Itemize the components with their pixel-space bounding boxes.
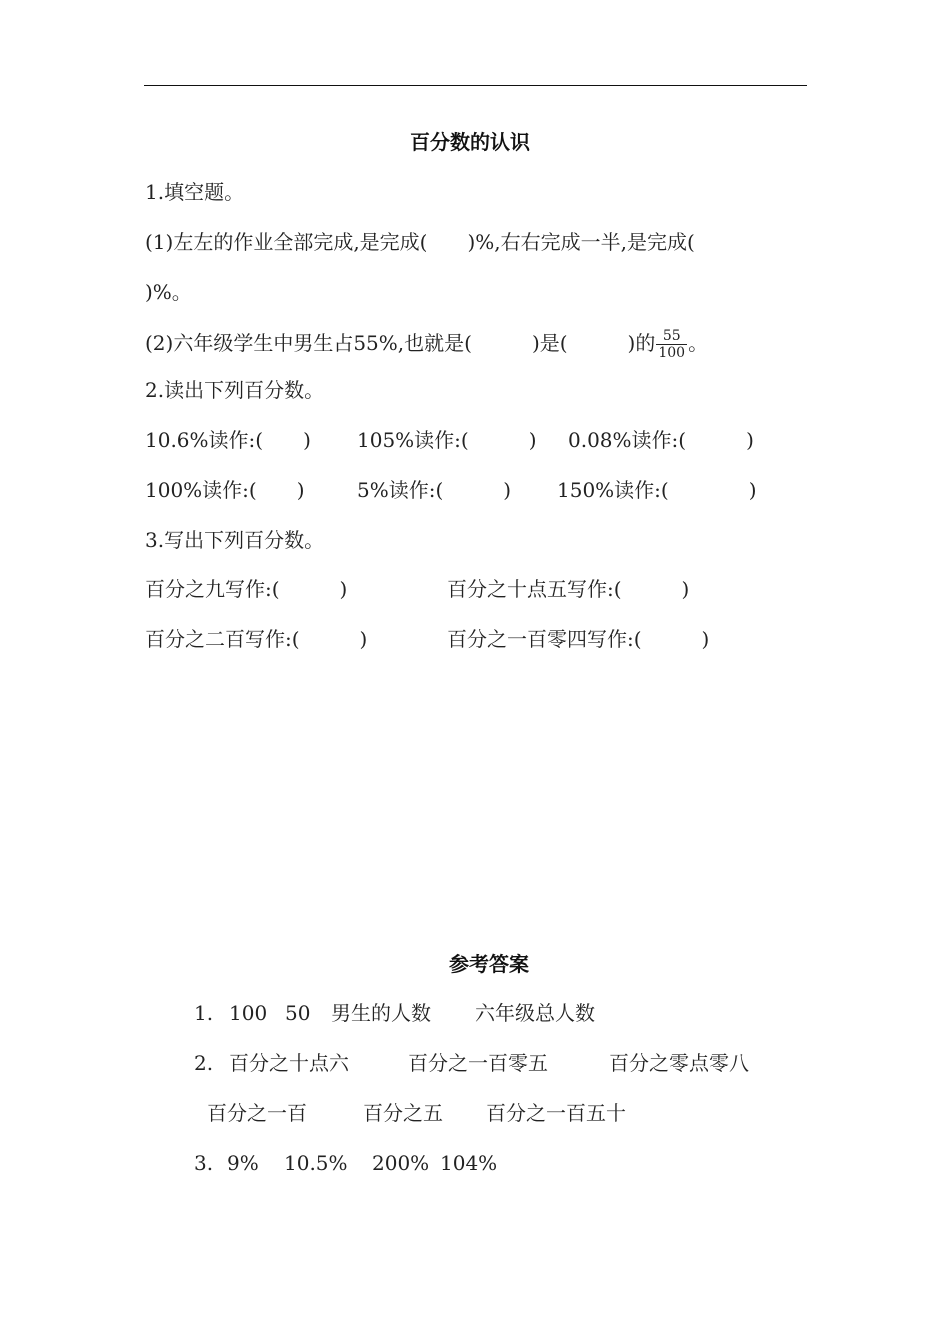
write-item: 百分之十点五写作:( ) xyxy=(447,577,690,601)
read-item: 150%读作:( ) xyxy=(557,478,757,502)
answer-value: 50 xyxy=(285,1001,311,1025)
q2-row1 xyxy=(0,428,950,452)
answers-title: 参考答案 xyxy=(449,952,529,976)
read-item: 5%读作:( ) xyxy=(357,478,512,502)
fraction-numerator: 55 xyxy=(656,328,687,345)
q2-row2 xyxy=(0,478,950,502)
answer-number: 3. xyxy=(194,1151,214,1175)
answer-number: 1. xyxy=(194,1001,214,1025)
answer-2-row1 xyxy=(0,1051,950,1075)
q2-header: 2.读出下列百分数。 xyxy=(145,378,325,402)
answer-value: 百分之十点六 xyxy=(229,1051,349,1075)
q3-row2 xyxy=(0,627,950,651)
q3-header: 3.写出下列百分数。 xyxy=(145,528,325,552)
fraction-denominator: 100 xyxy=(658,345,686,361)
answer-value: 百分之一百五十 xyxy=(486,1101,626,1125)
q1-part1-line1: (1)左左的作业全部完成,是完成( )%,右右完成一半,是完成( xyxy=(145,230,695,254)
answer-value: 百分之一百零五 xyxy=(408,1051,548,1075)
q1-header: 1.填空题。 xyxy=(145,180,245,204)
answer-value: 百分之五 xyxy=(363,1101,443,1125)
write-item: 百分之一百零四写作:( ) xyxy=(447,627,710,651)
read-item: 0.08%读作:( ) xyxy=(568,428,754,452)
answer-value: 104% xyxy=(440,1151,498,1175)
answer-value: 六年级总人数 xyxy=(475,1001,595,1025)
read-item: 10.6%读作:( ) xyxy=(145,428,311,452)
header-rule xyxy=(144,85,807,86)
answer-value: 男生的人数 xyxy=(331,1001,431,1025)
answer-2-row2 xyxy=(0,1101,950,1125)
answer-1 xyxy=(0,1001,950,1025)
read-item: 105%读作:( ) xyxy=(357,428,537,452)
page-title: 百分数的认识 xyxy=(410,130,530,154)
answer-value: 百分之零点零八 xyxy=(609,1051,749,1075)
answer-value: 100 xyxy=(229,1001,268,1025)
answer-value: 9% xyxy=(227,1151,259,1175)
q1-part2-text: (2)六年级学生中男生占55%,也就是( )是( )的 xyxy=(145,331,656,355)
answer-value: 百分之一百 xyxy=(207,1101,307,1125)
q1-part1-line2: )%。 xyxy=(145,280,192,304)
q3-row1 xyxy=(0,577,950,601)
fraction xyxy=(656,328,687,361)
write-item: 百分之九写作:( ) xyxy=(145,577,348,601)
q1-part2 xyxy=(145,328,708,361)
answer-value: 10.5% xyxy=(284,1151,348,1175)
answer-value: 200% xyxy=(372,1151,430,1175)
answer-number: 2. xyxy=(194,1051,214,1075)
write-item: 百分之二百写作:( ) xyxy=(145,627,368,651)
q1-part2-end: 。 xyxy=(688,331,709,355)
answer-3 xyxy=(0,1151,950,1175)
read-item: 100%读作:( ) xyxy=(145,478,305,502)
